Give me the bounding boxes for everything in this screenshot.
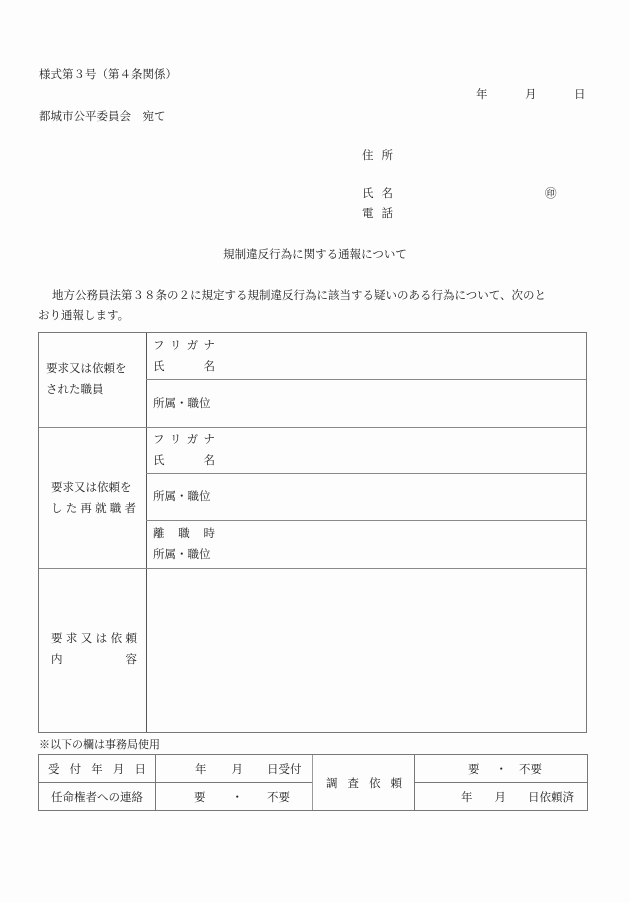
furigana-name-field-2[interactable] [153, 429, 215, 471]
name-label: 氏 名 [153, 453, 215, 467]
seal-mark: ㊞ [545, 186, 557, 200]
body-line-2: おり通報します。 [38, 308, 130, 322]
addressee: 都城市公平委員会 宛て [39, 109, 166, 123]
address-label: 住 所 [362, 148, 393, 162]
contact-appointer-field[interactable]: 要 ・ 不要 [194, 789, 290, 804]
furigana-label: フ リ ガ ナ [153, 338, 215, 352]
affiliation-label: 所属・職位 [153, 396, 211, 410]
affiliation-field-1[interactable] [153, 393, 211, 414]
request-content-field[interactable] [147, 569, 586, 732]
report-table [38, 332, 587, 733]
name-label: 氏 名 [153, 359, 215, 373]
row-divider [146, 520, 586, 521]
column-divider [312, 755, 313, 810]
body-line-1: 地方公務員法第３８条の２に規定する規制違反行為に該当する疑いのある行為について、次のと [52, 288, 547, 302]
row-divider [39, 427, 586, 428]
row-divider [146, 473, 586, 474]
affiliation-label: 所属・職位 [153, 547, 211, 561]
furigana-label: フ リ ガ ナ [153, 432, 215, 446]
date-month: 月 [525, 87, 537, 101]
row-divider [146, 379, 586, 380]
received-date-field[interactable]: 年 月 日受付 [195, 761, 302, 776]
section-requested-employee-label: 要求又は依頼を された職員 [46, 361, 127, 396]
section-reemployed-person-label: 要求又は依頼を し た 再 就 職 者 [51, 480, 136, 515]
contact-appointer-label: 任命権者への連絡 [51, 789, 143, 804]
retirement-affiliation-field[interactable] [153, 523, 215, 565]
date-day: 日 [574, 87, 586, 101]
affiliation-field-2[interactable] [153, 486, 211, 507]
name-label: 氏 名 [362, 186, 393, 200]
office-use-note: ※以下の欄は事務局使用 [39, 738, 160, 751]
affiliation-label: 所属・職位 [153, 489, 211, 503]
request-date-field[interactable]: 年 月 日依頼済 [461, 789, 574, 804]
phone-label: 電 話 [362, 206, 393, 220]
document-title: 規制違反行為に関する通報について [223, 247, 407, 261]
investigation-request-label: 調 査 依 頼 [326, 775, 402, 790]
received-date-label: 受 付 年 月 日 [48, 761, 146, 776]
date-year: 年 [476, 87, 488, 101]
office-use-table [38, 754, 588, 811]
request-content-label: 要 求 又 は 依 頼 内 容 [51, 631, 137, 666]
retirement-label: 離 職 時 [153, 526, 215, 540]
form-number: 様式第３号（第４条関係） [39, 67, 177, 81]
investigation-required-field[interactable]: 要 ・ 不要 [468, 761, 542, 776]
furigana-name-field-1[interactable] [153, 335, 215, 377]
